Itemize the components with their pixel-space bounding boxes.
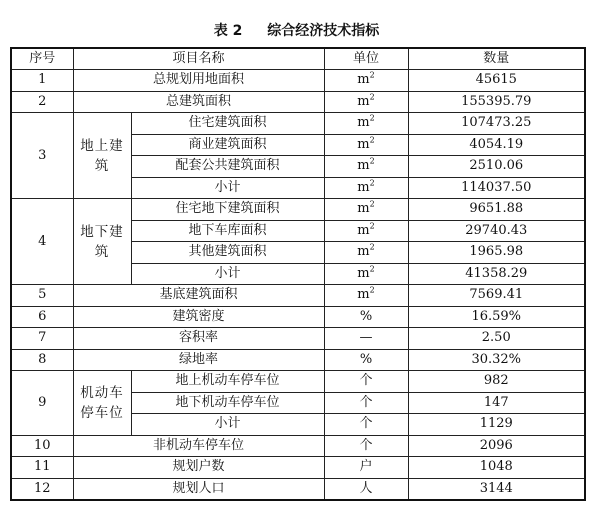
qty-cell: 107473.25 [408,113,585,135]
qty-cell: 2.50 [408,328,585,350]
seq-cell: 1 [11,70,73,92]
name-cell: 总规划用地面积 [73,70,324,92]
qty-cell: 7569.41 [408,285,585,307]
seq-cell: 8 [11,349,73,371]
qty-cell: 45615 [408,70,585,92]
name-cell: 规划人口 [73,478,324,500]
name-cell: 建筑密度 [73,306,324,328]
table-row [11,70,585,92]
qty-cell: 3144 [408,478,585,500]
table-row [11,306,585,328]
unit-cell: 人 [324,478,408,500]
name-cell: 配套公共建筑面积 [131,156,324,178]
name-cell: 商业建筑面积 [131,134,324,156]
group-label-line-1: 地上建 [80,137,124,154]
unit-cell: 个 [324,371,408,393]
unit-cell [324,113,408,135]
qty-cell: 982 [408,371,585,393]
table-row [11,435,585,457]
unit-superscript: 2 [369,135,375,145]
qty-cell: 1129 [408,414,585,436]
unit-base: m [357,265,370,281]
name-cell: 小计 [131,177,324,199]
unit-base: m [357,222,370,238]
table-row [11,478,585,500]
name-cell: 规划户数 [73,457,324,479]
unit-cell: 户 [324,457,408,479]
table-row [11,349,585,371]
seq-cell: 2 [11,91,73,113]
name-cell: 绿地率 [73,349,324,371]
unit-superscript: 2 [369,264,375,274]
table-row [11,113,585,135]
name-cell: 地上机动车停车位 [131,371,324,393]
seq-cell: 7 [11,328,73,350]
unit-cell [324,91,408,113]
unit-cell [324,70,408,92]
name-cell: 地下机动车停车位 [131,392,324,414]
table-body [11,48,585,500]
qty-cell: 16.59% [408,306,585,328]
seq-cell: 12 [11,478,73,500]
unit-superscript: 2 [369,70,375,80]
name-cell: 住宅地下建筑面积 [131,199,324,221]
qty-cell: 9651.88 [408,199,585,221]
unit-base: m [357,136,370,152]
seq-cell: 9 [11,371,73,436]
seq-cell: 3 [11,113,73,199]
unit-base: m [357,287,370,303]
name-cell: 容积率 [73,328,324,350]
table-row [11,328,585,350]
name-cell: 地下车库面积 [131,220,324,242]
unit-superscript: 2 [369,156,375,166]
unit-cell [324,199,408,221]
unit-cell: % [324,349,408,371]
unit-superscript: 2 [369,92,375,102]
unit-superscript: 2 [369,221,375,231]
table-row [11,371,585,393]
unit-cell [324,156,408,178]
seq-cell: 4 [11,199,73,285]
group-label-line-1: 地下建 [80,223,124,240]
group-cell [73,199,131,285]
name-cell: 非机动车停车位 [73,435,324,457]
unit-cell: 个 [324,392,408,414]
unit-cell: % [324,306,408,328]
unit-superscript: 2 [369,285,375,295]
table-row [11,285,585,307]
qty-cell: 147 [408,392,585,414]
qty-cell: 2510.06 [408,156,585,178]
header-row [11,48,585,70]
header-unit: 单位 [324,48,408,70]
unit-superscript: 2 [369,178,375,188]
name-cell: 小计 [131,414,324,436]
group-label-line-2: 停车位 [80,404,124,421]
seq-cell: 5 [11,285,73,307]
unit-base: m [357,244,370,260]
name-cell: 小计 [131,263,324,285]
header-name: 项目名称 [73,48,324,70]
qty-cell: 114037.50 [408,177,585,199]
unit-base: m [357,93,370,109]
table-row [11,91,585,113]
unit-base: m [357,179,370,195]
unit-base: m [357,72,370,88]
unit-cell [324,220,408,242]
unit-base: m [357,158,370,174]
seq-cell: 10 [11,435,73,457]
table-caption [0,20,593,40]
unit-cell: 个 [324,435,408,457]
header-qty: 数量 [408,48,585,70]
seq-cell: 11 [11,457,73,479]
unit-superscript: 2 [369,242,375,252]
table-number: 表 2 [213,23,243,39]
unit-cell [324,263,408,285]
group-label-line-1: 机动车 [80,384,124,401]
qty-cell: 41358.29 [408,263,585,285]
unit-cell [324,285,408,307]
qty-cell: 2096 [408,435,585,457]
group-label-line-2: 筑 [94,157,110,174]
unit-cell [324,242,408,264]
group-cell [73,113,131,199]
group-label-line-2: 筑 [94,243,110,260]
name-cell: 住宅建筑面积 [131,113,324,135]
unit-superscript: 2 [369,199,375,209]
unit-cell: 个 [324,414,408,436]
qty-cell: 1965.98 [408,242,585,264]
unit-base: m [357,201,370,217]
unit-base: m [357,115,370,131]
qty-cell: 1048 [408,457,585,479]
unit-cell [324,177,408,199]
unit-superscript: 2 [369,113,375,123]
unit-cell: — [324,328,408,350]
name-cell: 总建筑面积 [73,91,324,113]
name-cell: 其他建筑面积 [131,242,324,264]
qty-cell: 4054.19 [408,134,585,156]
qty-cell: 30.32% [408,349,585,371]
header-seq: 序号 [11,48,73,70]
group-cell [73,371,131,436]
qty-cell: 155395.79 [408,91,585,113]
name-cell: 基底建筑面积 [73,285,324,307]
seq-cell: 6 [11,306,73,328]
table-title: 综合经济技术指标 [267,23,380,39]
economic-indicators-table [10,47,586,501]
qty-cell: 29740.43 [408,220,585,242]
unit-cell [324,134,408,156]
table-row [11,199,585,221]
table-row [11,457,585,479]
